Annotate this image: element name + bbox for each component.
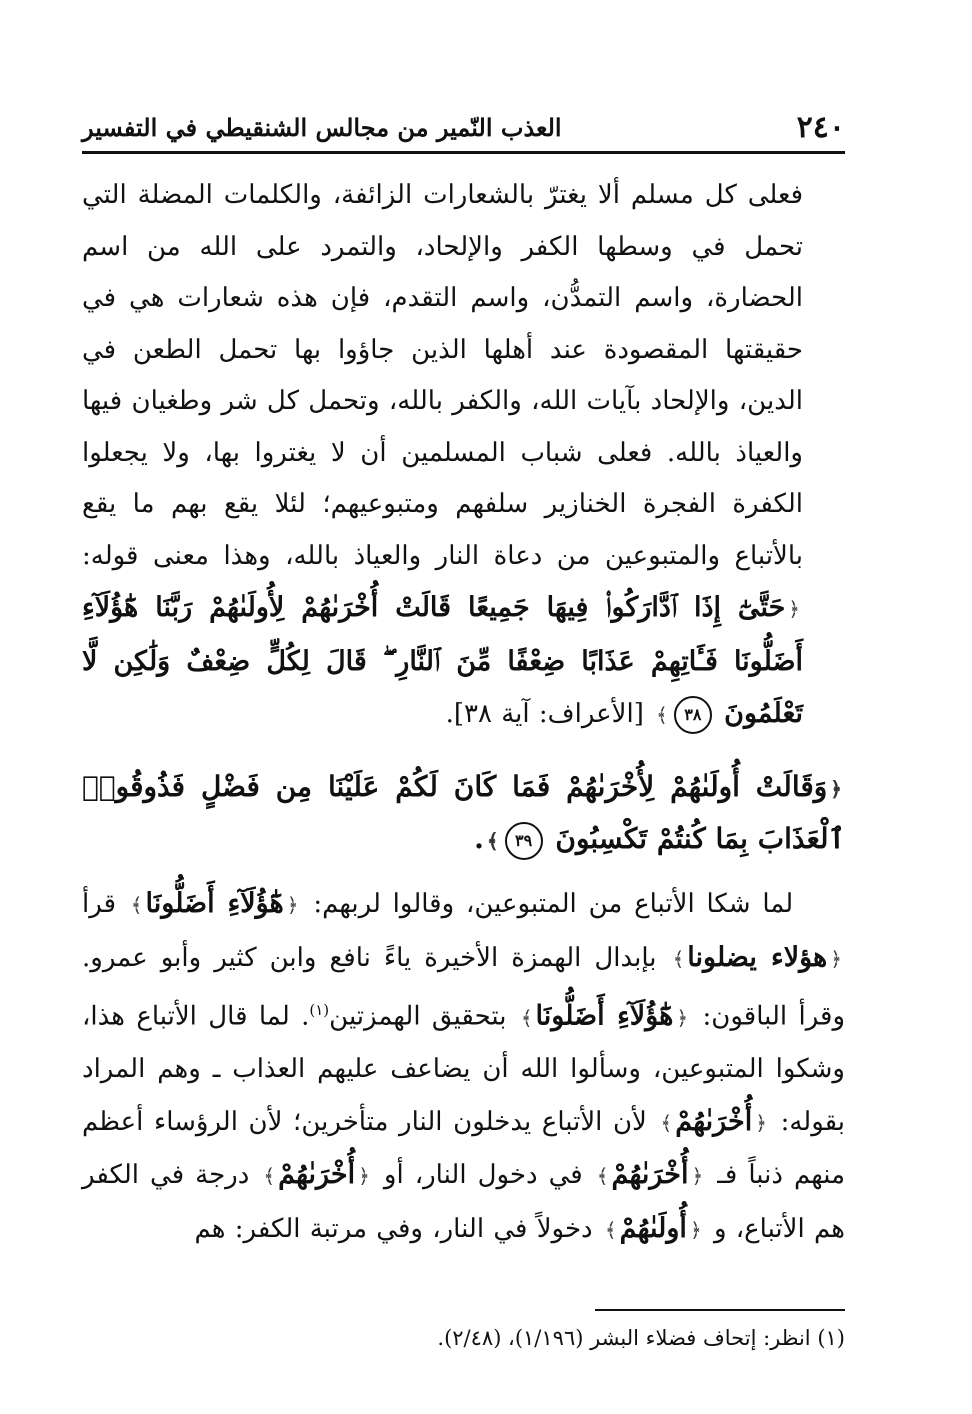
- quran-open-bracket: ﴿: [676, 1005, 689, 1030]
- ayah-number-39: ٣٩: [505, 822, 543, 860]
- p2-text-1: لما شكا الأتباع من المتبوعين، وقالوا لربهم:: [313, 889, 794, 919]
- quran-quote-6: أُخْرَىٰهُمْ: [278, 1159, 356, 1191]
- quran-close-bracket: ﴾: [486, 829, 499, 853]
- verse-citation: [الأعراف: آية ٣٨].: [445, 699, 644, 729]
- footnote-reference[interactable]: (١): [309, 1001, 330, 1019]
- quran-verse-39: وَقَالَتْ أُولَىٰهُمْ لِأُخْرَىٰهُمْ فَمَا كَانَ لَكُمْ عَلَيْنَا مِن فَضْلٍ فَذُوقُوا۟ ٱلْعَذَابَ بِمَا كُنتُمْ تَكْسِبُونَ: [82, 770, 845, 855]
- p2-text-6: لأن الأتباع يدخلون النار متأخرين؛ لأن الرؤساء أعظم منهم ذنباً فـ: [82, 1106, 846, 1191]
- ayah-number-38: ٣٨: [674, 696, 712, 734]
- page-number: ٢٤٠: [796, 110, 845, 145]
- ayah-end: .: [474, 822, 484, 855]
- quran-open-bracket: ﴿: [830, 946, 843, 971]
- quran-open-bracket: ﴿: [689, 1217, 702, 1242]
- quran-quote-3: هَٰٓؤُلَآءِ أَضَلُّونَا: [535, 1000, 674, 1032]
- quran-close-bracket: ﴾: [660, 1110, 673, 1135]
- page-header: [82, 100, 845, 148]
- running-title: العذب النّمير من مجالس الشنقيطي في التفسير: [82, 113, 562, 142]
- quran-quote-7: أُولَىٰهُمْ: [619, 1212, 687, 1244]
- quran-open-bracket: ﴿: [788, 597, 800, 621]
- paragraph-1-text: فعلى كل مسلم ألا يغترّ بالشعارات الزائفة، والكلمات المضلة التي تحمل في وسطها الكفر والإلحاد، والتمرد على الله من اسم الحضارة، واسم التمدُّن، واسم التقدم، فإن هذه شعارات هي في حقيقتها المقصودة عند أهلها الذين جاؤوا بها تحمل الطعن في الدين، والإلحاد بآيات الله، والكفر بالله، وتحمل كل شر وطغيان فيها والعياذ بالله. فعلى شباب المسلمين أن لا يغتروا بها، ولا يجعلوا الكفرة الفجرة الخنازير سلفهم ومتبوعيهم؛ لئلا يقع بهم ما يقع بالأتباع والمتبوعين من دعاة النار والعياذ بالله، وهذا معنى قوله:: [82, 180, 803, 571]
- quran-open-bracket: ﴿: [755, 1110, 767, 1135]
- p2-text-3: بإبدال الهمزة الأخيرة ياءً نافع وابن كثير وأبو عمرو. وقرأ الباقون:: [82, 942, 846, 1032]
- quran-verse-38: حَتَّىٰٓ إِذَا ٱدَّارَكُوا۟ فِيهَا جَمِيعًا قَالَتْ أُخْرَىٰهُمْ لِأُولَىٰهُمْ رَبَّنَا هَٰٓؤُلَآءِ أَضَلُّونَا فَـَٔاتِهِمْ عَذَابًا ضِعْفًا مِّنَ ٱلنَّارِ ۖ قَالَ لِكُلٍّ ضِعْفٌ وَلَٰكِن لَّا تَعْلَمُونَ: [82, 592, 803, 729]
- quran-close-bracket: ﴾: [263, 1164, 276, 1189]
- quran-open-bracket: ﴿: [830, 777, 842, 801]
- quran-close-bracket: ﴾: [130, 893, 143, 917]
- quran-close-bracket: ﴾: [520, 1005, 533, 1030]
- quran-open-bracket: ﴿: [286, 893, 299, 917]
- header-rule: [82, 151, 845, 154]
- footnote-rule: [595, 1309, 845, 1311]
- quran-open-bracket: ﴿: [358, 1164, 370, 1189]
- quran-close-bracket: ﴾: [672, 946, 685, 971]
- footnote: [82, 1320, 845, 1356]
- quran-quote-4: أُخْرَىٰهُمْ: [675, 1105, 753, 1137]
- p2-text-8: درجة في الكفر هم الأتباع، و: [82, 1160, 845, 1244]
- quran-quote-2: هؤلاء يضلونا: [687, 941, 828, 973]
- p2-text-5: . لما قال الأتباع هذا، وشكوا المتبوعين، وسألوا الله أن يضاعف عليهم العذاب ـ وهم المراد بقوله:: [82, 1001, 846, 1137]
- p2-text-9: دخولاً في النار، وفي مرتبة الكفر: هم: [194, 1213, 593, 1244]
- paragraph-1: [82, 170, 845, 742]
- paragraph-2: [82, 878, 845, 1256]
- quran-close-bracket: ﴾: [656, 703, 668, 727]
- quran-quote-1: هَٰٓؤُلَآءِ أَضَلُّونَا: [145, 888, 284, 919]
- quran-open-bracket: ﴿: [691, 1164, 704, 1189]
- p2-text-2: قرأ: [82, 889, 116, 919]
- p2-text-4: بتحقيق الهمزتين: [329, 1001, 507, 1032]
- p2-text-7: في دخول النار، أو: [383, 1160, 583, 1191]
- quran-close-bracket: ﴾: [596, 1164, 609, 1189]
- quran-quote-5: أُخْرَىٰهُمْ: [611, 1159, 689, 1191]
- footnote-text: (١) انظر: إتحاف فضلاء البشر (١/١٩٦)، (٢/٤٨).: [437, 1326, 845, 1350]
- quran-close-bracket: ﴾: [604, 1217, 617, 1242]
- ayah-39-block: [82, 762, 845, 866]
